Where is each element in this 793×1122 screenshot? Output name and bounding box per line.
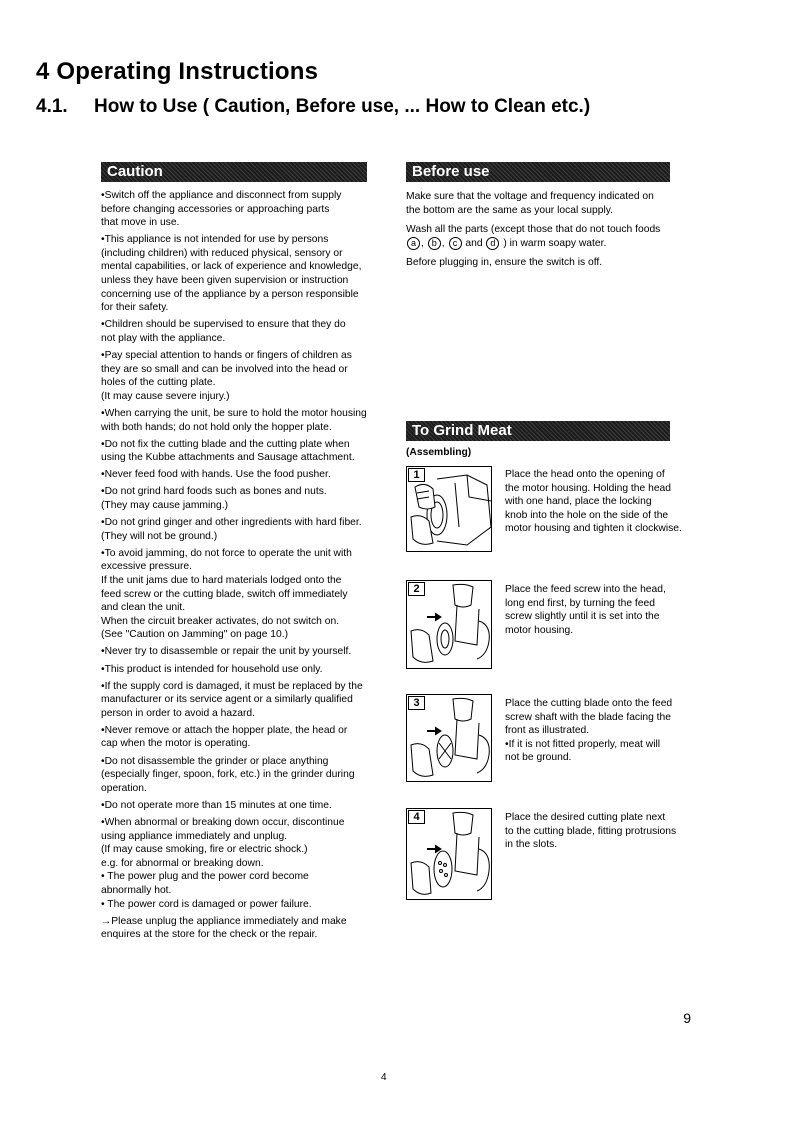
caution-line: •Never try to disassemble or repair the unit by yourself. (101, 646, 352, 658)
caution-line: abnormally hot. (101, 884, 172, 896)
caution-line: concerning use of the appliance by a person responsible (101, 288, 359, 300)
text-line: the bottom are the same as your local supply. (406, 204, 613, 216)
caution-item (101, 680, 376, 721)
step-number: 4 (408, 810, 425, 824)
page-number: 9 (683, 1010, 691, 1026)
caution-line: •To avoid jamming, do not force to operate the unit with (101, 547, 352, 559)
text-line: not be ground. (505, 752, 572, 764)
page-heading: 4 Operating Instructions (36, 58, 319, 85)
caution-line: •When abnormal or breaking down occur, discontinue (101, 816, 345, 828)
caution-line: (If may cause smoking, fire or electric shock.) (101, 844, 308, 856)
caution-item (101, 233, 376, 315)
caution-line: that move in use. (101, 217, 180, 229)
caution-item (101, 915, 376, 942)
caution-line: enquires at the store for the check or the repair. (101, 929, 318, 941)
caution-line: mental capabilities, or lack of experience and knowledge, (101, 261, 362, 273)
caution-item (101, 468, 376, 482)
caution-line: holes of the cutting plate. (101, 377, 216, 389)
text-line: Wash all the parts (except those that do not touch foods (406, 224, 661, 236)
caution-list (101, 189, 376, 945)
caution-line: not play with the appliance. (101, 332, 226, 344)
text-line: with one hand, place the locking (505, 496, 652, 508)
caution-line: cap when the motor is operating. (101, 738, 251, 750)
text-line: Place the feed screw into the head, (505, 584, 666, 595)
caution-item (101, 407, 376, 434)
step-number: 3 (408, 696, 425, 710)
caution-line: When the circuit breaker activates, do not switch on. (101, 615, 340, 627)
text-line: front as illustrated. (505, 725, 590, 737)
caution-line: • The power plug and the power cord become (101, 871, 309, 883)
caution-line: using the Kubbe attachments and Sausage attachment. (101, 452, 355, 464)
text-line: Place the cutting blade onto the feed (505, 698, 673, 709)
before-use-paragraph-3 (406, 256, 681, 270)
caution-item (101, 189, 376, 230)
text-line: the motor housing. Holding the head (505, 482, 672, 494)
step-2-illustration (406, 580, 492, 669)
text-line: knob into the hole on the side of the (505, 509, 669, 521)
caution-line: •Do not disassemble the grinder or place anything (101, 755, 329, 767)
caution-line: •This product is intended for household use only. (101, 663, 323, 675)
caution-line: •When carrying the unit, be sure to hold the motor housing (101, 407, 367, 419)
caution-line: excessive pressure. (101, 561, 192, 573)
caution-line: • The power cord is damaged or power failure. (101, 898, 312, 910)
caution-line: •Never feed food with hands. Use the food pusher. (101, 469, 331, 481)
caution-header-bar: Caution (101, 162, 367, 182)
text-line: screw slightly until it is set into the (505, 611, 660, 623)
caution-line: If the unit jams due to hard materials lodged onto the (101, 574, 342, 586)
text-line: screw shaft with the blade facing the (505, 711, 671, 723)
step-3-illustration (406, 694, 492, 782)
section-heading (36, 96, 590, 118)
caution-item (101, 724, 376, 751)
step-number: 1 (408, 468, 425, 482)
caution-line: person in order to avoid a hazard. (101, 707, 255, 719)
caution-line: (They will not be ground.) (101, 530, 218, 542)
text-fragment: ) in warm soapy water. (503, 237, 607, 249)
step-4-illustration (406, 808, 492, 900)
caution-line: (especially finger, spoon, fork, etc.) in the grinder during (101, 769, 355, 781)
caution-line: feed screw or the cutting blade, switch off immediately (101, 588, 348, 600)
caution-item (101, 799, 376, 813)
part-marker-a: a (407, 237, 420, 250)
step-2-text (505, 583, 685, 637)
caution-line: •Pay special attention to hands or fingers of children as (101, 350, 352, 362)
caution-line: (They may cause jamming.) (101, 499, 229, 511)
grind-meat-header-bar: To Grind Meat (406, 421, 670, 441)
caution-line: →Please unplug the appliance immediately and make (101, 915, 347, 927)
step-3-text (505, 697, 685, 765)
caution-line: •Do not grind ginger and other ingredients with hard fiber. (101, 517, 362, 529)
caution-line: •Do not fix the cutting blade and the cutting plate when (101, 438, 350, 450)
caution-line: •If the supply cord is damaged, it must be replaced by the (101, 680, 363, 692)
caution-line: e.g. for abnormal or breaking down. (101, 857, 264, 869)
separator: , (441, 237, 445, 249)
caution-line: using appliance immediately and unplug. (101, 830, 288, 842)
caution-line: •Children should be supervised to ensure that they do (101, 319, 346, 331)
caution-line: unless they have been given supervision or instruction (101, 275, 349, 287)
text-line: to the cutting blade, fitting protrusions (505, 825, 677, 837)
caution-item (101, 645, 376, 659)
step-number: 2 (408, 582, 425, 596)
caution-item (101, 663, 376, 677)
caution-line: •Do not grind hard foods such as bones and nuts. (101, 486, 327, 498)
caution-line: they are so small and can be involved into the head or (101, 363, 348, 375)
text-line: motor housing. (505, 624, 574, 636)
caution-line: •This appliance is not intended for use by persons (101, 234, 329, 246)
footer-page-number: 4 (381, 1072, 387, 1083)
caution-line: and clean the unit. (101, 602, 186, 614)
text-line: Place the head onto the opening of (505, 469, 665, 480)
text-line: Make sure that the voltage and frequency indicated on (406, 191, 654, 202)
part-marker-c: c (449, 237, 462, 250)
caution-item (101, 438, 376, 465)
step-4-text (505, 811, 685, 852)
caution-line: •Never remove or attach the hopper plate, the head or (101, 724, 348, 736)
caution-line: (It may cause severe injury.) (101, 390, 230, 402)
section-number: 4.1. (36, 96, 68, 117)
caution-line: for their safety. (101, 302, 169, 314)
section-title: How to Use ( Caution, Before use, ... How to Clean etc.) (94, 96, 591, 117)
caution-item (101, 516, 376, 543)
text-line (406, 237, 681, 251)
caution-item (101, 755, 376, 796)
before-use-paragraph-2 (406, 223, 681, 250)
caution-line: operation. (101, 782, 147, 794)
caution-line: manufacturer or its service agent or a similarly qualified (101, 694, 353, 706)
part-marker-d: d (486, 237, 499, 250)
caution-line: (including children) with reduced physical, sensory or (101, 247, 343, 259)
separator: and (465, 237, 483, 249)
text-line: in the slots. (505, 839, 558, 851)
caution-item (101, 547, 376, 642)
text-line: Before plugging in, ensure the switch is off. (406, 257, 603, 269)
caution-item (101, 816, 376, 911)
text-line: •If it is not fitted properly, meat will (505, 738, 661, 750)
text-line: Place the desired cutting plate next (505, 812, 666, 823)
caution-line: before changing accessories or approaching parts (101, 203, 330, 215)
text-line: motor housing and tighten it clockwise. (505, 523, 682, 535)
assembling-label: (Assembling) (406, 447, 472, 458)
caution-line: •Switch off the appliance and disconnect from supply (101, 190, 342, 201)
caution-item (101, 485, 376, 512)
text-line: long end first, by turning the feed (505, 597, 655, 609)
caution-line: with both hands; do not hold only the hopper plate. (101, 421, 332, 433)
before-use-header-bar: Before use (406, 162, 670, 182)
step-1-illustration (406, 466, 492, 552)
part-marker-b: b (428, 237, 441, 250)
separator: , (421, 237, 424, 249)
before-use-text (406, 190, 681, 276)
step-1-text (505, 468, 685, 536)
caution-item (101, 349, 376, 403)
caution-line: (See "Caution on Jamming" on page 10.) (101, 629, 289, 641)
caution-item (101, 318, 376, 345)
caution-line: •Do not operate more than 15 minutes at one time. (101, 799, 332, 811)
before-use-paragraph-1 (406, 190, 681, 217)
